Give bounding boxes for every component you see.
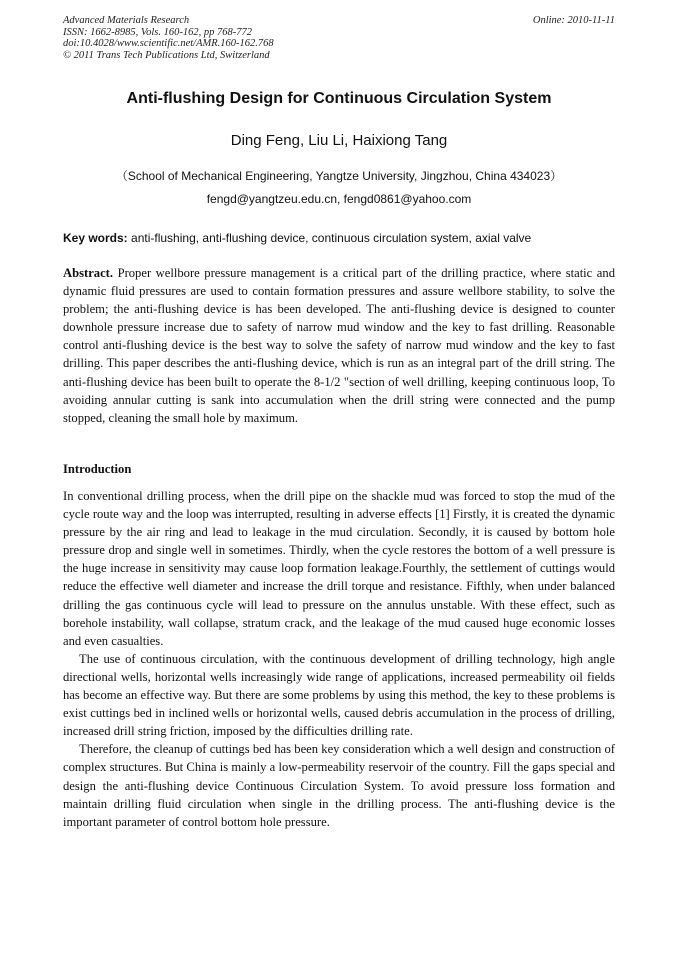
abstract bbox=[63, 264, 615, 427]
abstract-text: Proper wellbore pressure management is a critical part of the drilling practice, where static and dynamic fluid pressures are used to contain formation pressures and assure wellbore stability, to solve the problem; the anti-flushing device is has been developed. The anti-flushing device is designed to counter downhole pressure increase due to safety of narrow mud window and the key to fast drilling. Reasonable control anti-flushing device is the best way to solve the safety of narrow mud window and the key to fast drilling. This paper describes the anti-flushing device, which is run as an integral part of the drill string. The anti-flushing device has been built to operate the 8-1/2 "section of well drilling, keeping continuous loop, To avoiding annular cutting is sank into accumulation when the drill string were connected and the pump stopped, cleaning the small hole by maximum. bbox=[63, 266, 615, 425]
paragraph: Therefore, the cleanup of cuttings bed has been key consideration which a well design and construction of complex structures. But China is mainly a low-permeability reservoir of the country. Fill the gaps special and design the anti-flushing device Continuous Circulation System. To avoid pressure loss formation and maintain drilling fluid circulation when single in the drilling process. The anti-flushing device is the important parameter of control bottom hole pressure. bbox=[63, 742, 615, 829]
introduction-body bbox=[63, 487, 615, 831]
copyright-line: © 2011 Trans Tech Publications Ltd, Switzerland bbox=[63, 49, 270, 61]
author-list: Ding Feng, Liu Li, Haixiong Tang bbox=[230, 132, 448, 149]
section-heading-introduction: Introduction bbox=[63, 462, 132, 476]
keywords bbox=[63, 231, 615, 245]
keywords-text: anti-flushing, anti-flushing device, continuous circulation system, axial valve bbox=[131, 231, 532, 245]
author-emails: fengd@yangtzeu.edu.cn, fengd0861@yahoo.com bbox=[206, 192, 472, 206]
paragraph: The use of continuous circulation, with the continuous development of drilling technology, high angle directional wells, horizontal wells increasingly wide range of applications, increased permeability oil fields has become an effective way. But there are some problems by using this method, the key to these problems is exist cuttings bed in inclined wells or horizontal wells, caused debris accumulation in the process of drilling, increased drill string friction, imposed by the difficulties drilling rate. bbox=[63, 651, 615, 739]
doi-line: doi:10.4028/www.scientific.net/AMR.160-162.768 bbox=[63, 38, 274, 49]
paper-title: Anti-flushing Design for Continuous Circulation System bbox=[126, 90, 552, 107]
keywords-label: Key words: bbox=[63, 231, 128, 245]
issn-line: ISSN: 1662-8985, Vols. 160-162, pp 768-772 bbox=[63, 26, 252, 38]
paragraph: In conventional drilling process, when the drill pipe on the shackle mud was forced to stop the mud of the cycle route way and the loop was interrupted, resulting in adverse effects [1] Firstly, it is created the dynamic pressure by the air ring and lead to leakage in the mud circulation. Secondly, it is caused by bottom hole pressure drop and single well in sometimes. Thirdly, when the cycle restores the bottom of a well pressure is the huge increase in sensitivity may cause loop formation leakage.Fourthly, the settlement of cuttings would reduce the effective well diameter and increase the drill torque and resistance. Fifthly, when under balanced drilling the gas continuous cycle will lead to pressure on the annulus unstable. With these effect, such as borehole instability, wall collapse, stratum crack, and the leakage of the mud caused huge economic losses and even casualties. bbox=[63, 489, 615, 648]
abstract-label: Abstract. bbox=[63, 266, 114, 280]
affiliation: （School of Mechanical Engineering, Yangtze University, Jingzhou, China 434023） bbox=[115, 169, 563, 183]
journal-name: Advanced Materials Research bbox=[63, 15, 190, 26]
online-date: Online: 2010-11-11 bbox=[532, 15, 615, 26]
journal-header bbox=[63, 15, 615, 61]
